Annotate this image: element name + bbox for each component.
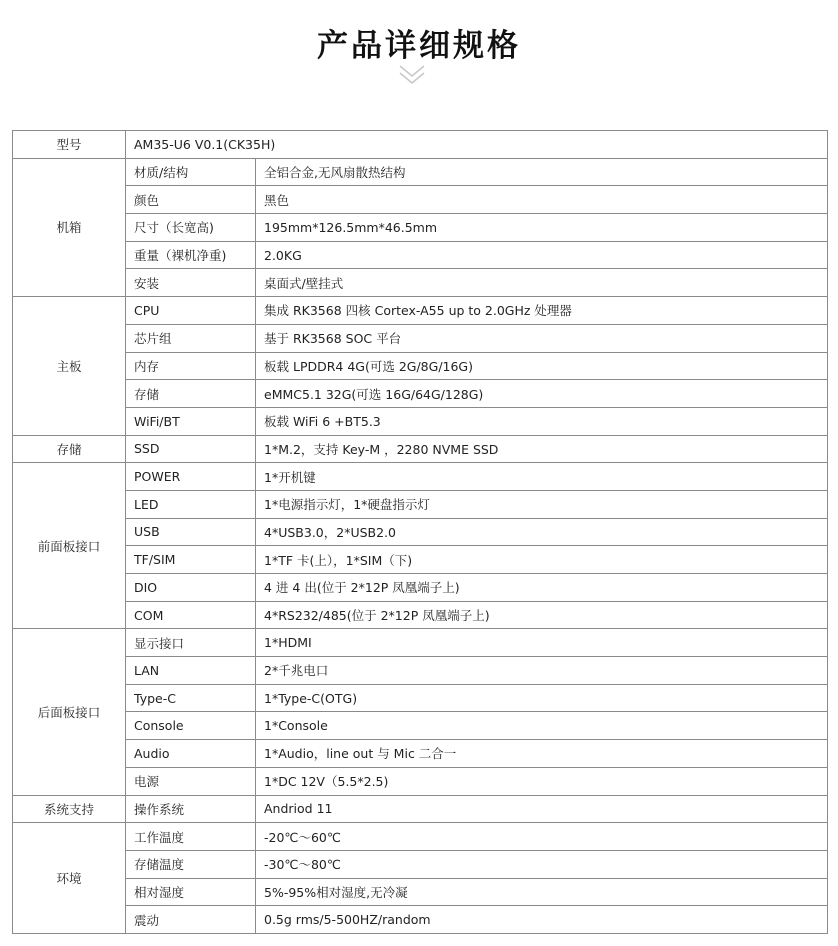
table-row — [13, 214, 828, 242]
category-cell: 前面板接口 — [13, 463, 126, 629]
spec-item-cell: 材质/结构 — [126, 158, 256, 186]
table-row — [13, 186, 828, 214]
table-row — [13, 407, 828, 435]
table-row — [13, 601, 828, 629]
table-row — [13, 712, 828, 740]
table-row — [13, 574, 828, 602]
spec-value-cell: 0.5g rms/5-500HZ/random — [256, 906, 828, 934]
table-row — [13, 490, 828, 518]
spec-value-cell: 板载 LPDDR4 4G(可选 2G/8G/16G) — [256, 352, 828, 380]
spec-value-cell: 黑色 — [256, 186, 828, 214]
spec-item-cell: 颜色 — [126, 186, 256, 214]
spec-value-cell: 195mm*126.5mm*46.5mm — [256, 214, 828, 242]
table-row — [13, 546, 828, 574]
category-cell: 机箱 — [13, 158, 126, 296]
table-row — [13, 767, 828, 795]
spec-value-cell: 1*DC 12V（5.5*2.5) — [256, 767, 828, 795]
spec-item-cell: 存储温度 — [126, 850, 256, 878]
table-row — [13, 629, 828, 657]
spec-item-cell: 存储 — [126, 380, 256, 408]
table-row — [13, 906, 828, 934]
table-row — [13, 241, 828, 269]
spec-value-cell: 1*Console — [256, 712, 828, 740]
category-cell: 环境 — [13, 823, 126, 934]
double-chevron-down-icon — [397, 62, 427, 88]
table-row — [13, 684, 828, 712]
spec-value-cell: 4*RS232/485(位于 2*12P 凤凰端子上) — [256, 601, 828, 629]
category-cell: 存储 — [13, 435, 126, 463]
spec-item-cell: 操作系统 — [126, 795, 256, 823]
spec-item-cell: Console — [126, 712, 256, 740]
table-row — [13, 850, 828, 878]
spec-item-cell: COM — [126, 601, 256, 629]
table-row — [13, 463, 828, 491]
spec-value-cell: 板载 WiFi 6 +BT5.3 — [256, 407, 828, 435]
spec-item-cell: 芯片组 — [126, 324, 256, 352]
spec-value-cell: 全铝合金,无风扇散热结构 — [256, 158, 828, 186]
spec-value-cell: 集成 RK3568 四核 Cortex-A55 up to 2.0GHz 处理器 — [256, 297, 828, 325]
spec-item-cell: WiFi/BT — [126, 407, 256, 435]
spec-item-cell: 相对湿度 — [126, 878, 256, 906]
table-row — [13, 158, 828, 186]
spec-value-cell: 2*千兆电口 — [256, 657, 828, 685]
spec-value-cell: -30℃～80℃ — [256, 850, 828, 878]
spec-item-cell: 显示接口 — [126, 629, 256, 657]
spec-value-cell: 4*USB3.0，2*USB2.0 — [256, 518, 828, 546]
spec-item-cell: 重量（裸机净重) — [126, 241, 256, 269]
category-cell: 后面板接口 — [13, 629, 126, 795]
spec-item-cell: LAN — [126, 657, 256, 685]
spec-value-cell: 1*HDMI — [256, 629, 828, 657]
spec-value-cell: 1*开机键 — [256, 463, 828, 491]
spec-item-cell: LED — [126, 490, 256, 518]
spec-value-cell: 1*M.2，支持 Key-M ，2280 NVME SSD — [256, 435, 828, 463]
table-row — [13, 435, 828, 463]
spec-value-cell: Andriod 11 — [256, 795, 828, 823]
table-row — [13, 657, 828, 685]
spec-item-cell: 内存 — [126, 352, 256, 380]
table-row — [13, 380, 828, 408]
table-row — [13, 352, 828, 380]
table-row — [13, 795, 828, 823]
spec-value-cell: 基于 RK3568 SOC 平台 — [256, 324, 828, 352]
table-row — [13, 269, 828, 297]
table-row — [13, 878, 828, 906]
spec-value-cell: eMMC5.1 32G(可选 16G/64G/128G) — [256, 380, 828, 408]
spec-item-cell: CPU — [126, 297, 256, 325]
spec-item-cell: 安装 — [126, 269, 256, 297]
spec-value-cell: 1*TF 卡(上），1*SIM（下) — [256, 546, 828, 574]
spec-value-cell: 5%-95%相对湿度,无冷凝 — [256, 878, 828, 906]
spec-item-cell: 尺寸（长宽高) — [126, 214, 256, 242]
spec-item-cell: USB — [126, 518, 256, 546]
spec-value-cell: 1*电源指示灯，1*硬盘指示灯 — [256, 490, 828, 518]
spec-value-cell: 4 进 4 出(位于 2*12P 凤凰端子上) — [256, 574, 828, 602]
spec-item-cell: TF/SIM — [126, 546, 256, 574]
table-row — [13, 823, 828, 851]
spec-table — [12, 130, 828, 934]
table-row-model — [13, 131, 828, 159]
table-row — [13, 740, 828, 768]
spec-item-cell: Audio — [126, 740, 256, 768]
model-label: 型号 — [13, 131, 126, 159]
spec-item-cell: 电源 — [126, 767, 256, 795]
spec-item-cell: POWER — [126, 463, 256, 491]
spec-table-body — [13, 131, 828, 934]
spec-item-cell: 工作温度 — [126, 823, 256, 851]
spec-item-cell: DIO — [126, 574, 256, 602]
spec-item-cell: SSD — [126, 435, 256, 463]
table-row — [13, 518, 828, 546]
spec-value-cell: 1*Audio，line out 与 Mic 二合一 — [256, 740, 828, 768]
category-cell: 主板 — [13, 297, 126, 435]
spec-value-cell: 2.0KG — [256, 241, 828, 269]
spec-item-cell: 震动 — [126, 906, 256, 934]
spec-item-cell: Type-C — [126, 684, 256, 712]
model-value: AM35-U6 V0.1(CK35H) — [126, 131, 828, 159]
table-row — [13, 297, 828, 325]
category-cell: 系统支持 — [13, 795, 126, 823]
spec-value-cell: 桌面式/壁挂式 — [256, 269, 828, 297]
spec-value-cell: 1*Type-C(OTG) — [256, 684, 828, 712]
table-row — [13, 324, 828, 352]
spec-value-cell: -20℃～60℃ — [256, 823, 828, 851]
page-title: 产品详细规格 — [317, 28, 521, 64]
